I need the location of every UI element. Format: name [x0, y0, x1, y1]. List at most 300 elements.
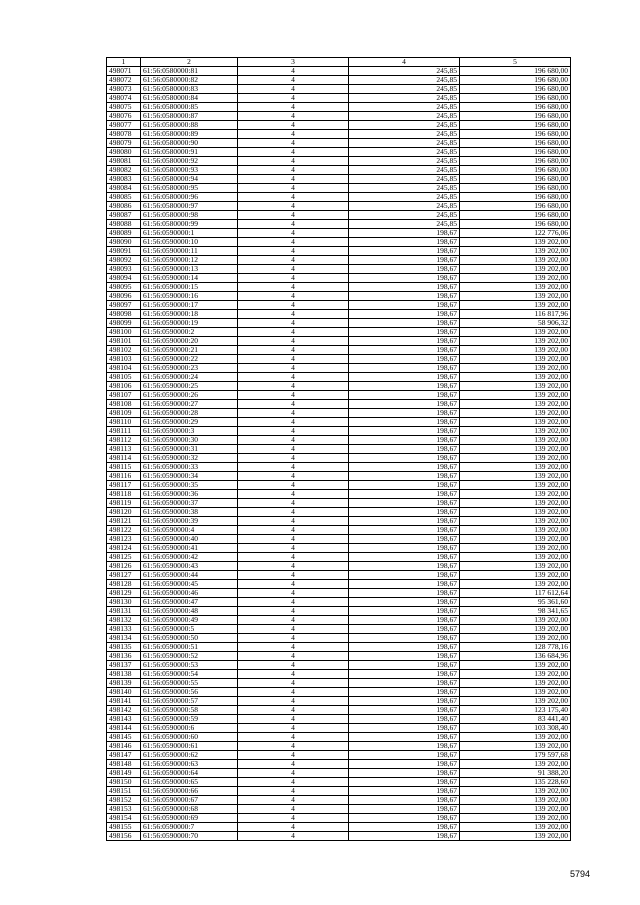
area-cell: 198,67	[349, 670, 460, 679]
cadastral-number-cell: 61:56:0590000:35	[141, 481, 238, 490]
record-number-cell: 498103	[107, 355, 141, 364]
category-cell: 4	[238, 103, 349, 112]
record-number-cell: 498125	[107, 553, 141, 562]
area-cell: 198,67	[349, 427, 460, 436]
record-number-cell: 498086	[107, 202, 141, 211]
table-row	[107, 697, 571, 706]
table-row	[107, 742, 571, 751]
record-number-cell: 498092	[107, 256, 141, 265]
record-number-cell: 498115	[107, 463, 141, 472]
record-number-cell: 498081	[107, 157, 141, 166]
table-row	[107, 571, 571, 580]
area-cell: 245,85	[349, 139, 460, 148]
area-cell: 198,67	[349, 472, 460, 481]
cadastral-number-cell: 61:56:0590000:53	[141, 661, 238, 670]
table-header	[107, 58, 571, 67]
record-number-cell: 498134	[107, 634, 141, 643]
table-row	[107, 400, 571, 409]
table-row	[107, 517, 571, 526]
area-cell: 245,85	[349, 166, 460, 175]
area-cell: 245,85	[349, 85, 460, 94]
cadastral-number-cell: 61:56:0580000:89	[141, 130, 238, 139]
cadastral-number-cell: 61:56:0590000:6	[141, 724, 238, 733]
table-row	[107, 760, 571, 769]
value-cell: 139 202,00	[460, 742, 571, 751]
record-number-cell: 498095	[107, 283, 141, 292]
value-cell: 196 680,00	[460, 139, 571, 148]
category-cell: 4	[238, 652, 349, 661]
record-number-cell: 498155	[107, 823, 141, 832]
value-cell: 139 202,00	[460, 562, 571, 571]
area-cell: 198,67	[349, 391, 460, 400]
column-header-1: 1	[107, 58, 141, 67]
record-number-cell: 498112	[107, 436, 141, 445]
area-cell: 198,67	[349, 562, 460, 571]
record-number-cell: 498146	[107, 742, 141, 751]
area-cell: 245,85	[349, 193, 460, 202]
category-cell: 4	[238, 724, 349, 733]
cadastral-number-cell: 61:56:0580000:87	[141, 112, 238, 121]
table-row	[107, 769, 571, 778]
cadastral-number-cell: 61:56:0590000:55	[141, 679, 238, 688]
value-cell: 139 202,00	[460, 553, 571, 562]
category-cell: 4	[238, 571, 349, 580]
area-cell: 198,67	[349, 697, 460, 706]
record-number-cell: 498127	[107, 571, 141, 580]
category-cell: 4	[238, 598, 349, 607]
value-cell: 196 680,00	[460, 202, 571, 211]
cadastral-number-cell: 61:56:0590000:15	[141, 283, 238, 292]
value-cell: 139 202,00	[460, 247, 571, 256]
category-cell: 4	[238, 193, 349, 202]
area-cell: 198,67	[349, 643, 460, 652]
area-cell: 198,67	[349, 454, 460, 463]
value-cell: 116 817,96	[460, 310, 571, 319]
area-cell: 198,67	[349, 787, 460, 796]
table-row	[107, 292, 571, 301]
record-number-cell: 498120	[107, 508, 141, 517]
table-row	[107, 652, 571, 661]
table-row	[107, 706, 571, 715]
value-cell: 139 202,00	[460, 823, 571, 832]
area-cell: 198,67	[349, 688, 460, 697]
table-row	[107, 481, 571, 490]
cadastral-number-cell: 61:56:0590000:66	[141, 787, 238, 796]
table-row	[107, 643, 571, 652]
cadastral-number-cell: 61:56:0590000:41	[141, 544, 238, 553]
value-cell: 139 202,00	[460, 355, 571, 364]
record-number-cell: 498099	[107, 319, 141, 328]
value-cell: 139 202,00	[460, 454, 571, 463]
record-number-cell: 498085	[107, 193, 141, 202]
cadastral-number-cell: 61:56:0590000:42	[141, 553, 238, 562]
category-cell: 4	[238, 166, 349, 175]
area-cell: 245,85	[349, 130, 460, 139]
table-row	[107, 418, 571, 427]
column-header-4: 4	[349, 58, 460, 67]
area-cell: 198,67	[349, 463, 460, 472]
value-cell: 139 202,00	[460, 373, 571, 382]
table-row	[107, 796, 571, 805]
category-cell: 4	[238, 787, 349, 796]
table-row	[107, 391, 571, 400]
data-table	[106, 57, 571, 841]
value-cell: 139 202,00	[460, 814, 571, 823]
record-number-cell: 498087	[107, 211, 141, 220]
cadastral-number-cell: 61:56:0590000:34	[141, 472, 238, 481]
category-cell: 4	[238, 184, 349, 193]
cadastral-number-cell: 61:56:0590000:21	[141, 346, 238, 355]
record-number-cell: 498094	[107, 274, 141, 283]
cadastral-number-cell: 61:56:0580000:83	[141, 85, 238, 94]
table-row	[107, 139, 571, 148]
cadastral-number-cell: 61:56:0590000:58	[141, 706, 238, 715]
table-row	[107, 103, 571, 112]
value-cell: 139 202,00	[460, 499, 571, 508]
cadastral-number-cell: 61:56:0590000:47	[141, 598, 238, 607]
record-number-cell: 498089	[107, 229, 141, 238]
value-cell: 139 202,00	[460, 697, 571, 706]
value-cell: 139 202,00	[460, 409, 571, 418]
table-row	[107, 247, 571, 256]
area-cell: 198,67	[349, 256, 460, 265]
category-cell: 4	[238, 679, 349, 688]
category-cell: 4	[238, 535, 349, 544]
record-number-cell: 498111	[107, 427, 141, 436]
category-cell: 4	[238, 814, 349, 823]
value-cell: 139 202,00	[460, 544, 571, 553]
category-cell: 4	[238, 121, 349, 130]
table-row	[107, 679, 571, 688]
value-cell: 128 778,16	[460, 643, 571, 652]
category-cell: 4	[238, 76, 349, 85]
value-cell: 135 228,60	[460, 778, 571, 787]
table-row	[107, 445, 571, 454]
value-cell: 58 906,32	[460, 319, 571, 328]
table-row	[107, 265, 571, 274]
cadastral-number-cell: 61:56:0590000:65	[141, 778, 238, 787]
value-cell: 139 202,00	[460, 463, 571, 472]
cadastral-number-cell: 61:56:0580000:92	[141, 157, 238, 166]
cadastral-number-cell: 61:56:0590000:46	[141, 589, 238, 598]
table-row	[107, 463, 571, 472]
cadastral-number-cell: 61:56:0590000:14	[141, 274, 238, 283]
area-cell: 198,67	[349, 778, 460, 787]
table-row	[107, 373, 571, 382]
area-cell: 198,67	[349, 346, 460, 355]
category-cell: 4	[238, 463, 349, 472]
area-cell: 245,85	[349, 67, 460, 76]
cadastral-number-cell: 61:56:0590000:13	[141, 265, 238, 274]
category-cell: 4	[238, 292, 349, 301]
area-cell: 245,85	[349, 76, 460, 85]
cadastral-number-cell: 61:56:0590000:22	[141, 355, 238, 364]
table-row	[107, 157, 571, 166]
record-number-cell: 498138	[107, 670, 141, 679]
category-cell: 4	[238, 706, 349, 715]
category-cell: 4	[238, 157, 349, 166]
record-number-cell: 498136	[107, 652, 141, 661]
category-cell: 4	[238, 778, 349, 787]
record-number-cell: 498077	[107, 121, 141, 130]
cadastral-number-cell: 61:56:0590000:17	[141, 301, 238, 310]
cadastral-number-cell: 61:56:0590000:44	[141, 571, 238, 580]
cadastral-number-cell: 61:56:0590000:70	[141, 832, 238, 841]
cadastral-number-cell: 61:56:0590000:40	[141, 535, 238, 544]
category-cell: 4	[238, 382, 349, 391]
record-number-cell: 498104	[107, 364, 141, 373]
category-cell: 4	[238, 229, 349, 238]
table-row	[107, 751, 571, 760]
category-cell: 4	[238, 733, 349, 742]
category-cell: 4	[238, 607, 349, 616]
record-number-cell: 498080	[107, 148, 141, 157]
cadastral-number-cell: 61:56:0590000:27	[141, 400, 238, 409]
cadastral-number-cell: 61:56:0590000:45	[141, 580, 238, 589]
cadastral-number-cell: 61:56:0590000:26	[141, 391, 238, 400]
area-cell: 198,67	[349, 517, 460, 526]
area-cell: 198,67	[349, 742, 460, 751]
category-cell: 4	[238, 202, 349, 211]
table-row	[107, 535, 571, 544]
record-number-cell: 498156	[107, 832, 141, 841]
category-cell: 4	[238, 94, 349, 103]
record-number-cell: 498113	[107, 445, 141, 454]
table-row	[107, 166, 571, 175]
record-number-cell: 498101	[107, 337, 141, 346]
value-cell: 139 202,00	[460, 274, 571, 283]
area-cell: 198,67	[349, 652, 460, 661]
table-row	[107, 832, 571, 841]
category-cell: 4	[238, 391, 349, 400]
category-cell: 4	[238, 616, 349, 625]
cadastral-number-cell: 61:56:0590000:49	[141, 616, 238, 625]
value-cell: 196 680,00	[460, 76, 571, 85]
category-cell: 4	[238, 544, 349, 553]
category-cell: 4	[238, 751, 349, 760]
area-cell: 198,67	[349, 724, 460, 733]
record-number-cell: 498119	[107, 499, 141, 508]
table-row	[107, 805, 571, 814]
table-row	[107, 328, 571, 337]
record-number-cell: 498105	[107, 373, 141, 382]
area-cell: 198,67	[349, 265, 460, 274]
area-cell: 198,67	[349, 751, 460, 760]
cadastral-number-cell: 61:56:0590000:54	[141, 670, 238, 679]
record-number-cell: 498129	[107, 589, 141, 598]
value-cell: 123 175,40	[460, 706, 571, 715]
cadastral-number-cell: 61:56:0590000:11	[141, 247, 238, 256]
table-row	[107, 580, 571, 589]
area-cell: 198,67	[349, 247, 460, 256]
record-number-cell: 498096	[107, 292, 141, 301]
category-cell: 4	[238, 562, 349, 571]
value-cell: 139 202,00	[460, 535, 571, 544]
record-number-cell: 498132	[107, 616, 141, 625]
area-cell: 198,67	[349, 589, 460, 598]
record-number-cell: 498091	[107, 247, 141, 256]
category-cell: 4	[238, 319, 349, 328]
value-cell: 196 680,00	[460, 184, 571, 193]
value-cell: 117 612,64	[460, 589, 571, 598]
value-cell: 139 202,00	[460, 670, 571, 679]
category-cell: 4	[238, 355, 349, 364]
table-row	[107, 436, 571, 445]
value-cell: 139 202,00	[460, 337, 571, 346]
category-cell: 4	[238, 427, 349, 436]
category-cell: 4	[238, 310, 349, 319]
cadastral-number-cell: 61:56:0590000:7	[141, 823, 238, 832]
value-cell: 98 341,65	[460, 607, 571, 616]
cadastral-number-cell: 61:56:0590000:10	[141, 238, 238, 247]
record-number-cell: 498131	[107, 607, 141, 616]
value-cell: 139 202,00	[460, 571, 571, 580]
record-number-cell: 498122	[107, 526, 141, 535]
table-row	[107, 553, 571, 562]
value-cell: 139 202,00	[460, 634, 571, 643]
table-row	[107, 283, 571, 292]
table-body	[107, 67, 571, 841]
cadastral-number-cell: 61:56:0580000:96	[141, 193, 238, 202]
value-cell: 196 680,00	[460, 103, 571, 112]
area-cell: 245,85	[349, 184, 460, 193]
cadastral-number-cell: 61:56:0580000:82	[141, 76, 238, 85]
cadastral-number-cell: 61:56:0590000:33	[141, 463, 238, 472]
record-number-cell: 498088	[107, 220, 141, 229]
table-row	[107, 823, 571, 832]
area-cell: 198,67	[349, 238, 460, 247]
area-cell: 198,67	[349, 625, 460, 634]
value-cell: 139 202,00	[460, 400, 571, 409]
area-cell: 198,67	[349, 526, 460, 535]
category-cell: 4	[238, 85, 349, 94]
cadastral-number-cell: 61:56:0580000:94	[141, 175, 238, 184]
table-row	[107, 175, 571, 184]
value-cell: 196 680,00	[460, 130, 571, 139]
area-cell: 198,67	[349, 364, 460, 373]
category-cell: 4	[238, 247, 349, 256]
value-cell: 139 202,00	[460, 580, 571, 589]
record-number-cell: 498143	[107, 715, 141, 724]
table-row	[107, 67, 571, 76]
record-number-cell: 498083	[107, 175, 141, 184]
table-row	[107, 130, 571, 139]
record-number-cell: 498140	[107, 688, 141, 697]
record-number-cell: 498137	[107, 661, 141, 670]
cadastral-number-cell: 61:56:0590000:23	[141, 364, 238, 373]
category-cell: 4	[238, 805, 349, 814]
record-number-cell: 498151	[107, 787, 141, 796]
area-cell: 198,67	[349, 499, 460, 508]
value-cell: 196 680,00	[460, 112, 571, 121]
table-row	[107, 454, 571, 463]
cadastral-number-cell: 61:56:0590000:5	[141, 625, 238, 634]
value-cell: 139 202,00	[460, 787, 571, 796]
category-cell: 4	[238, 220, 349, 229]
area-cell: 198,67	[349, 715, 460, 724]
category-cell: 4	[238, 589, 349, 598]
category-cell: 4	[238, 436, 349, 445]
category-cell: 4	[238, 256, 349, 265]
cadastral-number-cell: 61:56:0590000:68	[141, 805, 238, 814]
area-cell: 198,67	[349, 544, 460, 553]
value-cell: 139 202,00	[460, 265, 571, 274]
cadastral-number-cell: 61:56:0590000:30	[141, 436, 238, 445]
area-cell: 198,67	[349, 823, 460, 832]
table-row	[107, 94, 571, 103]
table-row	[107, 508, 571, 517]
value-cell: 139 202,00	[460, 760, 571, 769]
table-row	[107, 346, 571, 355]
table-row	[107, 85, 571, 94]
value-cell: 196 680,00	[460, 211, 571, 220]
category-cell: 4	[238, 265, 349, 274]
value-cell: 139 202,00	[460, 391, 571, 400]
area-cell: 198,67	[349, 832, 460, 841]
value-cell: 139 202,00	[460, 436, 571, 445]
value-cell: 139 202,00	[460, 616, 571, 625]
table-row	[107, 310, 571, 319]
cadastral-number-cell: 61:56:0590000:48	[141, 607, 238, 616]
category-cell: 4	[238, 472, 349, 481]
area-cell: 198,67	[349, 283, 460, 292]
record-number-cell: 498084	[107, 184, 141, 193]
cadastral-number-cell: 61:56:0590000:62	[141, 751, 238, 760]
category-cell: 4	[238, 67, 349, 76]
table-row	[107, 715, 571, 724]
record-number-cell: 498133	[107, 625, 141, 634]
category-cell: 4	[238, 337, 349, 346]
record-number-cell: 498106	[107, 382, 141, 391]
category-cell: 4	[238, 661, 349, 670]
value-cell: 139 202,00	[460, 805, 571, 814]
value-cell: 139 202,00	[460, 679, 571, 688]
area-cell: 198,67	[349, 481, 460, 490]
area-cell: 198,67	[349, 571, 460, 580]
category-cell: 4	[238, 526, 349, 535]
value-cell: 139 202,00	[460, 472, 571, 481]
cadastral-number-cell: 61:56:0590000:38	[141, 508, 238, 517]
category-cell: 4	[238, 211, 349, 220]
cadastral-number-cell: 61:56:0580000:91	[141, 148, 238, 157]
record-number-cell: 498090	[107, 238, 141, 247]
table-row	[107, 526, 571, 535]
table-row	[107, 778, 571, 787]
category-cell: 4	[238, 274, 349, 283]
record-number-cell: 498144	[107, 724, 141, 733]
table-row	[107, 382, 571, 391]
value-cell: 91 388,20	[460, 769, 571, 778]
value-cell: 139 202,00	[460, 832, 571, 841]
category-cell: 4	[238, 175, 349, 184]
area-cell: 245,85	[349, 94, 460, 103]
record-number-cell: 498123	[107, 535, 141, 544]
area-cell: 198,67	[349, 706, 460, 715]
record-number-cell: 498118	[107, 490, 141, 499]
cadastral-number-cell: 61:56:0590000:60	[141, 733, 238, 742]
area-cell: 198,67	[349, 490, 460, 499]
cadastral-number-cell: 61:56:0590000:43	[141, 562, 238, 571]
table-row	[107, 319, 571, 328]
record-number-cell: 498126	[107, 562, 141, 571]
table-row	[107, 787, 571, 796]
value-cell: 139 202,00	[460, 292, 571, 301]
record-number-cell: 498093	[107, 265, 141, 274]
category-cell: 4	[238, 634, 349, 643]
table-row	[107, 616, 571, 625]
cadastral-number-cell: 61:56:0580000:88	[141, 121, 238, 130]
category-cell: 4	[238, 580, 349, 589]
